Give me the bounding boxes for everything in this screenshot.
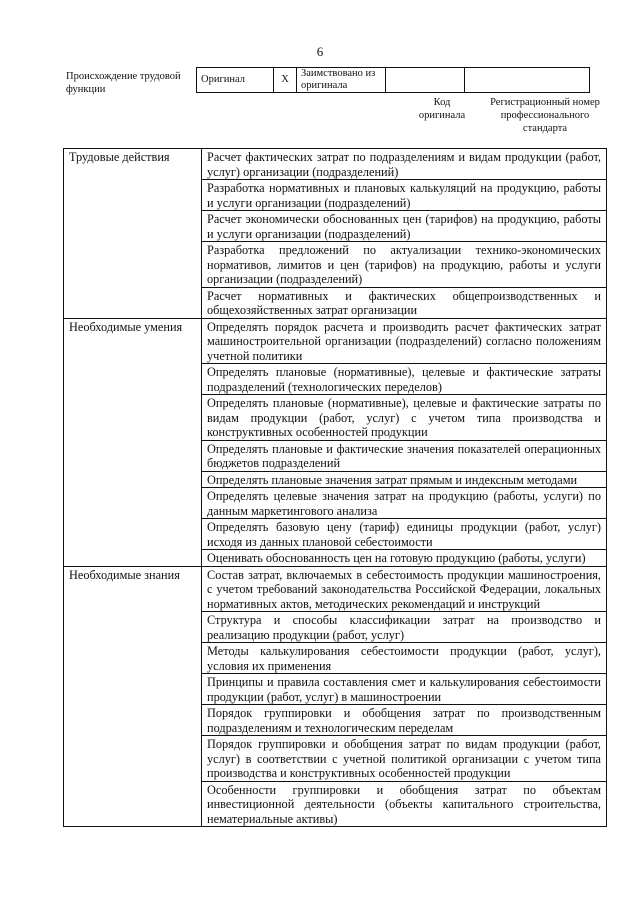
section-item: Методы калькулирования себестоимости продукции (работ, услуг), условия их применения — [202, 643, 607, 674]
origin-table — [196, 67, 590, 93]
original-mark: X — [274, 68, 297, 93]
table-row — [64, 318, 607, 364]
section-item: Определять плановые (нормативные), целевые и фактические затраты по видам продукции (работ, услуг) с учетом типа производства и конструктивных особенностей продукции — [202, 395, 607, 441]
section-item: Принципы и правила составления смет и калькулирования себестоимости продукции (работ, услуг) в машиностроении — [202, 674, 607, 705]
section-item: Порядок группировки и обобщения затрат по видам продукции (работ, услуг) в соответствии с учетной политикой организации с учетом типа производства и конструктивных особенностей продукции — [202, 736, 607, 782]
origin-label: Происхождение трудовой функции — [66, 71, 181, 95]
section-item: Определять плановые (нормативные), целевые и фактические затраты подразделений (технологических переделов) — [202, 364, 607, 395]
original-code-cell — [386, 68, 465, 93]
registration-number-cell — [465, 68, 590, 93]
section-item: Разработка предложений по актуализации технико-экономических нормативов, лимитов и цен (тарифов) на продукцию, работы и услуги организации (подразделений) — [202, 242, 607, 288]
section-item: Порядок группировки и обобщения затрат по производственным подразделениям и технологическим переделам — [202, 705, 607, 736]
original-label: Оригинал — [197, 68, 274, 93]
section-item: Оценивать обоснованность цен на готовую продукцию (работы, услуги) — [202, 550, 607, 567]
section-item: Определять целевые значения затрат на продукцию (работы, услуги) по данным маркетингового анализа — [202, 488, 607, 519]
section-heading: Необходимые умения — [64, 318, 202, 566]
table-row — [64, 566, 607, 612]
page-number: 6 — [316, 44, 324, 59]
labor-function-table — [63, 148, 607, 827]
section-item: Расчет фактических затрат по подразделениям и видам продукции (работ, услуг) организации (подразделений) — [202, 149, 607, 180]
section-item: Разработка нормативных и плановых калькуляций на продукцию, работы и услуги организации (подразделений) — [202, 180, 607, 211]
code-caption: Код оригинала — [418, 97, 466, 121]
section-item: Особенности группировки и обобщения затрат по объектам инвестиционной деятельности (объекты капитального строительства, нематериальные активы) — [202, 781, 607, 827]
section-item: Структура и способы классификации затрат на производство и реализацию продукции (работ, услуг) — [202, 612, 607, 643]
section-item: Состав затрат, включаемых в себестоимость продукции машиностроения, с учетом требований законодательства Российской Федерации, локальных нормативных актов, методических рекомендаций и инструкций — [202, 566, 607, 612]
registration-caption: Регистрационный номер профессионального стандарта — [490, 97, 600, 134]
section-item: Определять плановые значения затрат прямым и индексным методами — [202, 471, 607, 488]
table-row — [64, 149, 607, 180]
section-item: Определять порядок расчета и производить расчет фактических затрат машиностроительной организации (подразделений) согласно положениям учетной политики — [202, 318, 607, 364]
section-item: Расчет экономически обоснованных цен (тарифов) на продукцию, работы и услуги организации (подразделений) — [202, 211, 607, 242]
section-heading: Необходимые знания — [64, 566, 202, 827]
borrowed-label: Заимствовано из оригинала — [297, 68, 386, 93]
section-heading: Трудовые действия — [64, 149, 202, 319]
section-item: Расчет нормативных и фактических общепроизводственных и общехозяйственных затрат организации — [202, 287, 607, 318]
section-item: Определять плановые и фактические значения показателей операционных бюджетов подразделений — [202, 440, 607, 471]
section-item: Определять базовую цену (тариф) единицы продукции (работ, услуг) исходя из данных плановой себестоимости — [202, 519, 607, 550]
